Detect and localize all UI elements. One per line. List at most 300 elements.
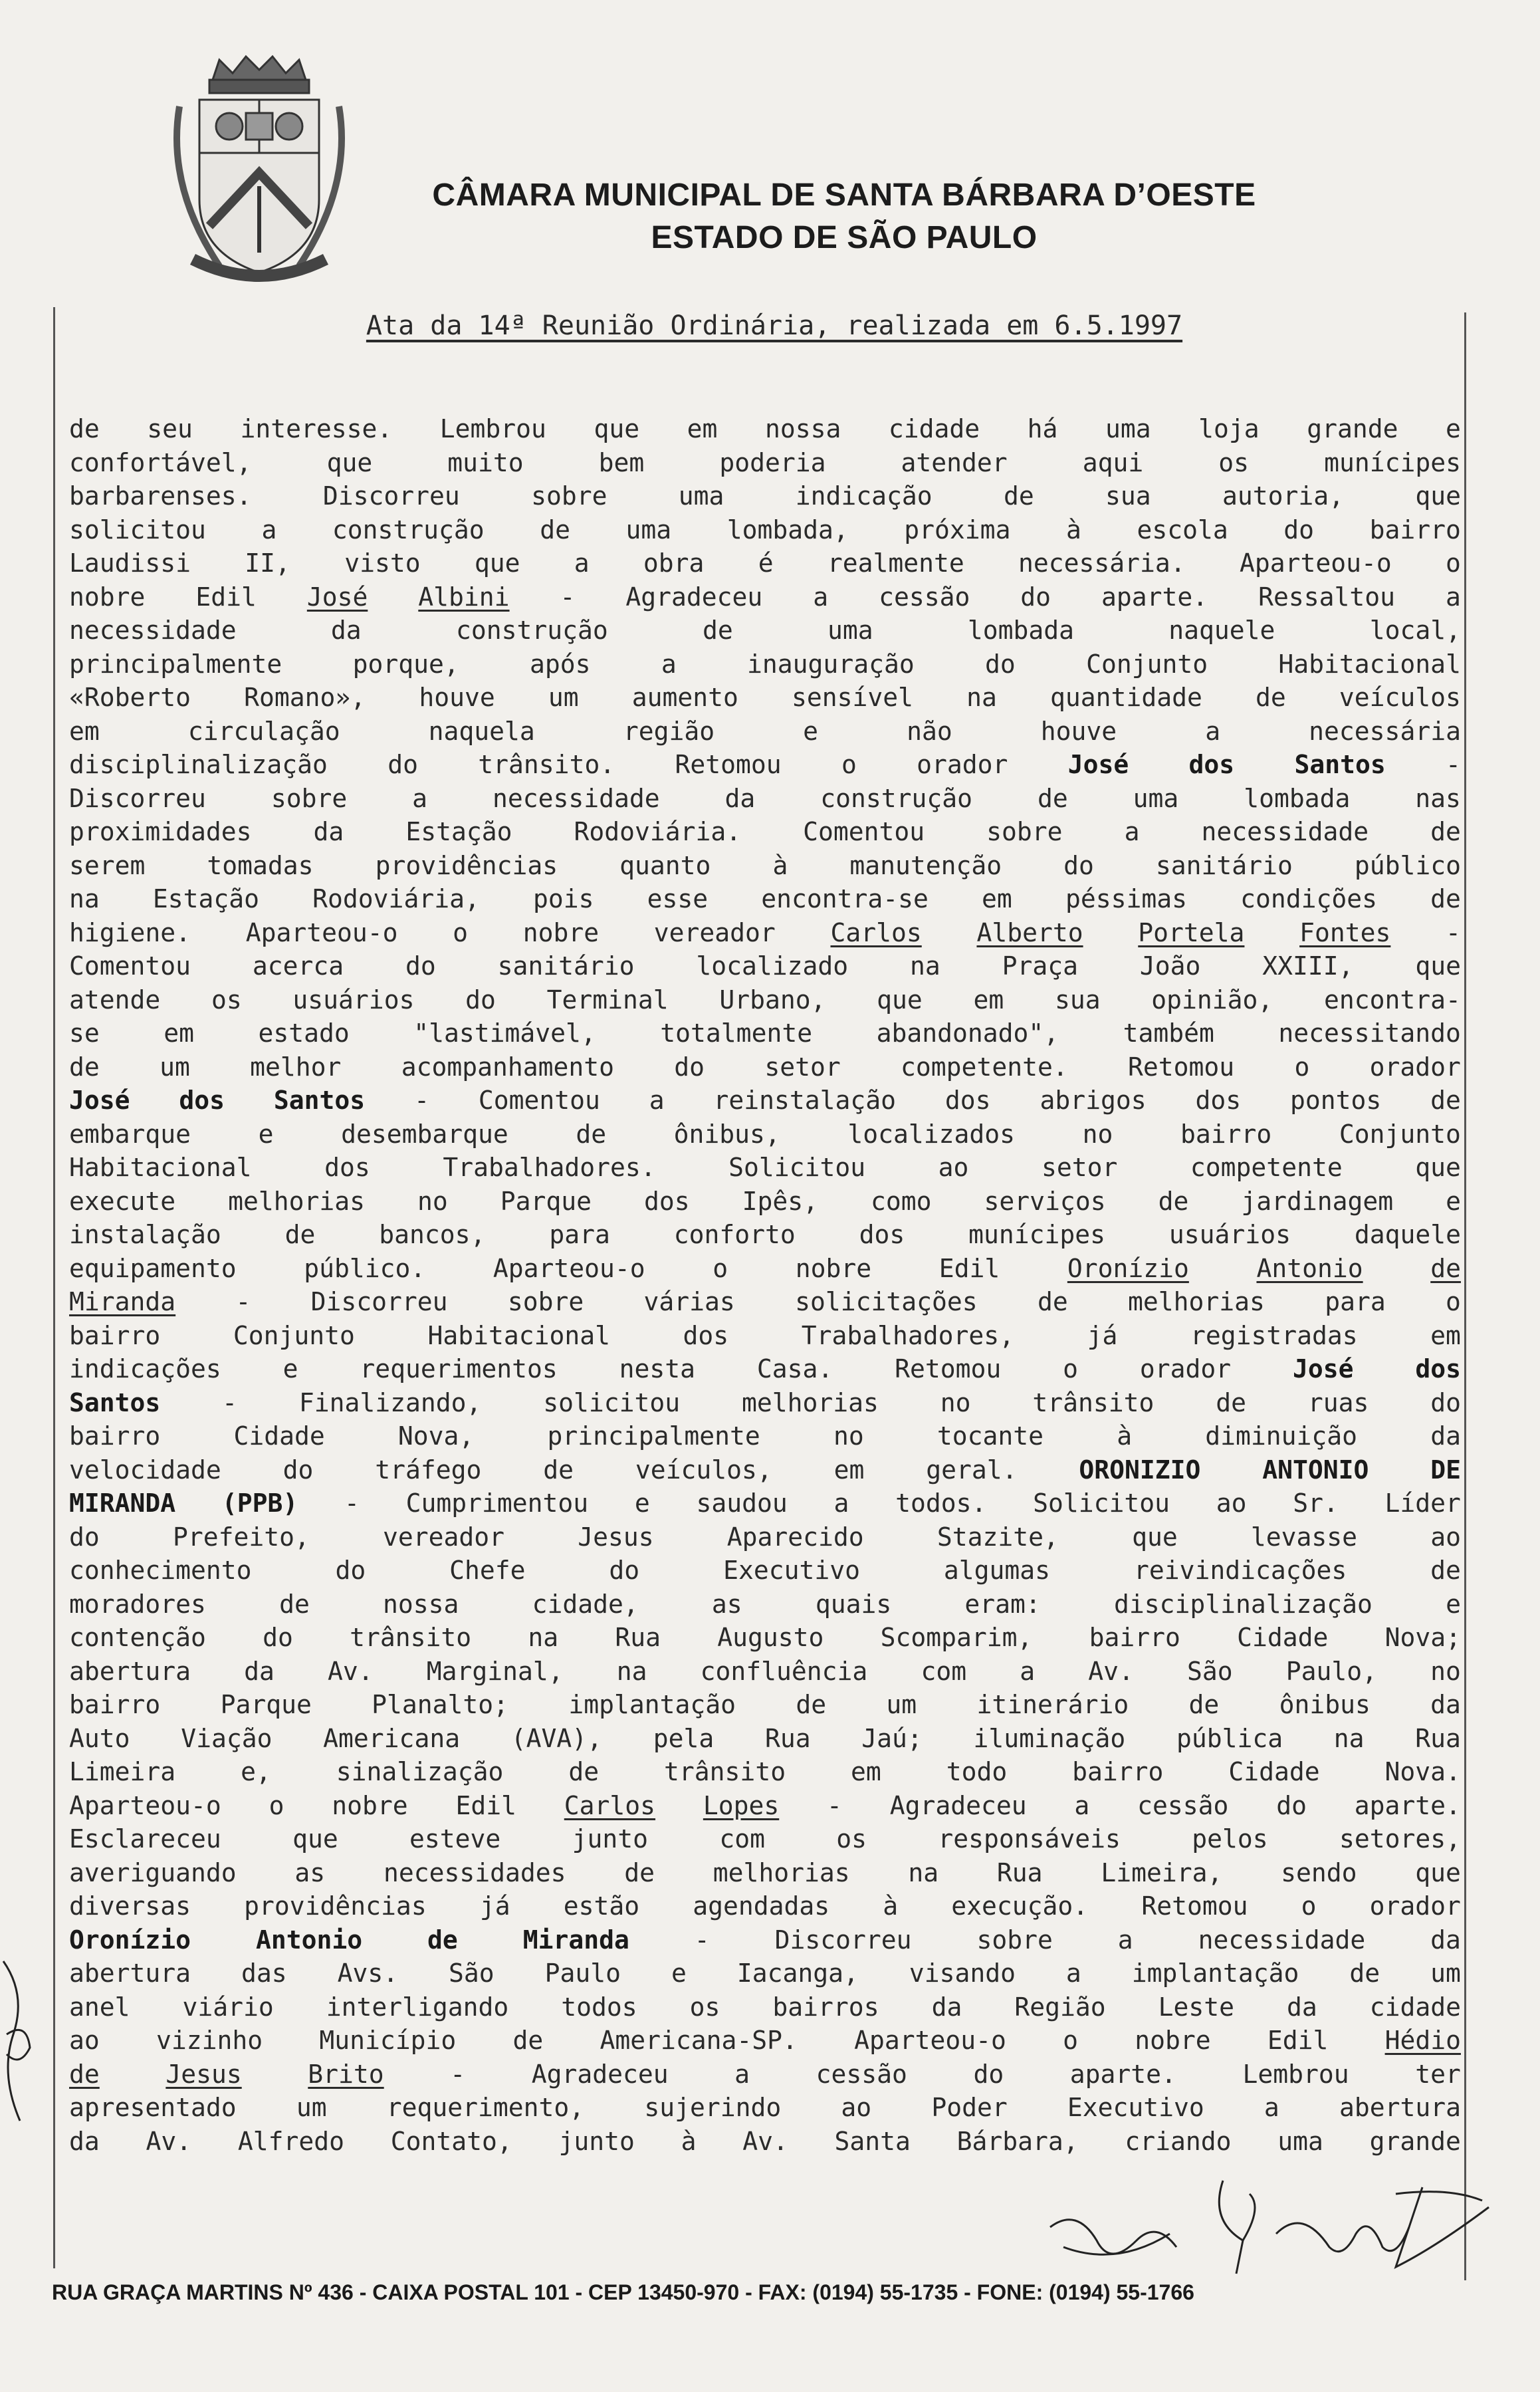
word: dos bbox=[1415, 1354, 1461, 1383]
word: todos. bbox=[895, 1489, 987, 1518]
text-line bbox=[69, 983, 1461, 1017]
word: bancos, bbox=[379, 1220, 486, 1249]
word: bairro bbox=[69, 1690, 161, 1719]
word: Nova; bbox=[1384, 1623, 1461, 1652]
word: Av. bbox=[742, 2126, 788, 2156]
word: Região bbox=[1014, 1992, 1106, 2022]
word: e bbox=[258, 1119, 274, 1149]
word: solicitou bbox=[69, 515, 206, 544]
word: Edil bbox=[455, 1790, 516, 1820]
word: do bbox=[609, 1556, 640, 1585]
text-line bbox=[69, 782, 1461, 816]
word: veículos bbox=[1339, 683, 1461, 712]
word: trânsito bbox=[664, 1757, 786, 1786]
word: no bbox=[1430, 1656, 1461, 1686]
word: Solicitou bbox=[728, 1153, 866, 1182]
word: Auto bbox=[69, 1723, 130, 1753]
word: grande bbox=[1369, 2126, 1461, 2156]
word: no bbox=[833, 1421, 864, 1451]
word: Lembrou bbox=[439, 414, 546, 443]
word: - bbox=[450, 2059, 466, 2089]
word: o bbox=[453, 917, 469, 947]
word: a bbox=[1124, 817, 1140, 846]
word: usuários bbox=[1168, 1220, 1291, 1249]
word: nas bbox=[1415, 783, 1461, 813]
word: uma bbox=[678, 481, 724, 511]
word: um bbox=[886, 1690, 917, 1719]
word: Edil bbox=[938, 1253, 1000, 1283]
word: Av. bbox=[146, 2126, 192, 2156]
word: tocante bbox=[936, 1421, 1044, 1451]
word: vizinho bbox=[156, 2026, 263, 2055]
word: Comentou bbox=[69, 951, 191, 981]
word: trânsito bbox=[1032, 1387, 1155, 1417]
word: execute bbox=[69, 1186, 176, 1216]
word: visando bbox=[909, 1959, 1016, 1988]
word: houve bbox=[1040, 716, 1117, 746]
word: Scomparim, bbox=[880, 1623, 1033, 1652]
word: acompanhamento bbox=[401, 1052, 614, 1082]
word: a bbox=[813, 582, 829, 612]
word: Viação bbox=[181, 1723, 273, 1753]
word: aparte. bbox=[1069, 2059, 1176, 2089]
word: de bbox=[1003, 481, 1034, 511]
word: de bbox=[1430, 817, 1461, 846]
word: sobre bbox=[507, 1287, 584, 1316]
word: um bbox=[160, 1052, 190, 1082]
word: pelos bbox=[1192, 1824, 1268, 1854]
word: se bbox=[69, 1018, 100, 1048]
word: ter bbox=[1415, 2059, 1461, 2089]
word: quais bbox=[815, 1589, 892, 1619]
word: Portela bbox=[1138, 917, 1245, 947]
word: principalmente bbox=[69, 649, 282, 679]
text-line bbox=[69, 1889, 1461, 1923]
word: construção bbox=[455, 616, 608, 645]
word: trânsito bbox=[350, 1623, 472, 1652]
word: «Roberto bbox=[69, 683, 191, 712]
text-line bbox=[69, 748, 1461, 782]
word: Aparteou-o bbox=[69, 1790, 221, 1820]
word: a bbox=[1264, 2093, 1279, 2122]
word: Estação bbox=[152, 884, 260, 913]
text-line bbox=[69, 916, 1461, 950]
word: de bbox=[1037, 783, 1068, 813]
word: atender bbox=[901, 447, 1008, 477]
text-line bbox=[69, 1588, 1461, 1621]
word: o bbox=[841, 750, 857, 779]
word: confluência bbox=[700, 1656, 868, 1686]
word: de bbox=[1255, 683, 1286, 712]
text-line bbox=[69, 546, 1461, 580]
word: Ipês, bbox=[742, 1186, 819, 1216]
word: Sr. bbox=[1293, 1489, 1339, 1518]
word: bairro bbox=[1089, 1623, 1180, 1652]
word: Oronízio bbox=[69, 1925, 191, 1955]
word: e bbox=[1446, 1186, 1461, 1216]
word: uma bbox=[827, 616, 873, 645]
word: daquele bbox=[1354, 1220, 1461, 1249]
word: proximidades bbox=[69, 817, 252, 846]
word: uma bbox=[1277, 2126, 1323, 2156]
word: e, bbox=[241, 1757, 271, 1786]
word: a bbox=[412, 783, 428, 813]
word: de bbox=[1430, 1253, 1461, 1283]
word: ônibus, bbox=[673, 1119, 780, 1149]
word: cessão bbox=[1137, 1790, 1229, 1820]
word: viário bbox=[182, 1992, 274, 2022]
word: região bbox=[623, 716, 715, 746]
word: sobre bbox=[986, 817, 1063, 846]
word: a bbox=[1020, 1656, 1036, 1686]
text-line bbox=[69, 513, 1461, 547]
word: diversas bbox=[69, 1891, 191, 1921]
word: porque, bbox=[352, 649, 459, 679]
text-line bbox=[69, 715, 1461, 749]
word: Conjunto bbox=[1086, 649, 1208, 679]
municipal-coat-of-arms-icon bbox=[153, 53, 366, 293]
word: bairro bbox=[1180, 1119, 1272, 1149]
word: o bbox=[1063, 1354, 1078, 1383]
word: bairro bbox=[1369, 515, 1461, 544]
word: cessão bbox=[816, 2059, 907, 2089]
word: Rodoviária. bbox=[574, 817, 742, 846]
word: a bbox=[661, 649, 677, 679]
text-line bbox=[69, 1655, 1461, 1689]
text-line bbox=[69, 1923, 1461, 1957]
word: DE bbox=[1430, 1455, 1461, 1485]
text-line bbox=[69, 2024, 1461, 2058]
word: público bbox=[1354, 850, 1461, 880]
word: setores, bbox=[1339, 1824, 1461, 1854]
word: São bbox=[1186, 1656, 1233, 1686]
word: Planalto; bbox=[372, 1690, 509, 1719]
word: "lastimável, bbox=[413, 1018, 596, 1048]
text-line bbox=[69, 1084, 1461, 1118]
word: do bbox=[465, 985, 496, 1015]
word: a bbox=[1445, 582, 1461, 612]
word: José bbox=[69, 1086, 130, 1115]
word: em bbox=[1430, 1320, 1461, 1350]
word: de bbox=[427, 1925, 458, 1955]
word: Jesus bbox=[165, 2059, 242, 2089]
word: em bbox=[833, 1455, 865, 1485]
word: melhor bbox=[250, 1052, 342, 1082]
word: veículos, bbox=[635, 1455, 772, 1485]
word: Aparteou-o bbox=[493, 1253, 645, 1283]
word: em bbox=[851, 1757, 881, 1786]
text-line bbox=[69, 2058, 1461, 2092]
word: Paulo, bbox=[1285, 1656, 1377, 1686]
word: MIRANDA bbox=[69, 1489, 176, 1518]
word: dos bbox=[324, 1153, 370, 1182]
word: Oronízio bbox=[1067, 1253, 1189, 1283]
word: velocidade bbox=[69, 1455, 221, 1485]
word: encontra-se bbox=[761, 884, 929, 913]
word: Av. bbox=[328, 1656, 374, 1686]
word: Município bbox=[319, 2026, 457, 2055]
word: Retomou bbox=[1141, 1891, 1248, 1921]
word: que bbox=[1415, 1857, 1461, 1887]
word: sobre bbox=[531, 481, 607, 511]
text-line bbox=[69, 1050, 1461, 1084]
word: os bbox=[211, 985, 242, 1015]
word: Parque bbox=[220, 1690, 312, 1719]
word: do bbox=[1430, 1387, 1461, 1417]
word: estado bbox=[258, 1018, 350, 1048]
word: necessária bbox=[1309, 716, 1461, 746]
word: Santos bbox=[273, 1086, 366, 1115]
word: José bbox=[1067, 750, 1129, 779]
word: Jaú; bbox=[861, 1723, 923, 1753]
word: a bbox=[261, 515, 277, 544]
word: de bbox=[702, 616, 733, 645]
word: principalmente bbox=[547, 1421, 760, 1451]
word: serem bbox=[69, 850, 146, 880]
word: conforto bbox=[673, 1220, 796, 1249]
word: necessidade bbox=[1198, 1925, 1366, 1955]
word: junto bbox=[558, 2126, 635, 2156]
word: do bbox=[335, 1556, 366, 1585]
word: equipamento bbox=[69, 1253, 237, 1283]
word: as bbox=[294, 1857, 326, 1887]
word: sua bbox=[1054, 985, 1101, 1015]
word: o bbox=[269, 1790, 284, 1820]
word: naquele bbox=[1168, 616, 1275, 645]
text-line bbox=[69, 815, 1461, 849]
word: desembarque bbox=[341, 1119, 508, 1149]
word: disciplinalização bbox=[1113, 1589, 1373, 1619]
word: não bbox=[907, 716, 952, 746]
word: Ressaltou bbox=[1258, 582, 1396, 612]
text-line bbox=[69, 648, 1461, 681]
text-line bbox=[69, 1151, 1461, 1185]
word: itinerário bbox=[976, 1690, 1129, 1719]
word: de bbox=[540, 515, 570, 544]
word: de bbox=[512, 2026, 544, 2055]
word: lombada bbox=[967, 616, 1075, 645]
word: Chefe bbox=[449, 1556, 526, 1585]
word: há bbox=[1027, 414, 1058, 443]
word: a bbox=[1117, 1925, 1133, 1955]
word: péssimas bbox=[1065, 884, 1187, 913]
word: o bbox=[1294, 1052, 1310, 1082]
word: Iacanga, bbox=[736, 1959, 859, 1988]
word: de bbox=[624, 1857, 655, 1887]
word: ao bbox=[1430, 1522, 1461, 1552]
word: que bbox=[594, 414, 640, 443]
word: de bbox=[1216, 1387, 1246, 1417]
word: quantidade bbox=[1050, 683, 1202, 712]
word: necessidade bbox=[1201, 817, 1369, 846]
word: da bbox=[931, 1992, 962, 2022]
word: de bbox=[284, 1220, 316, 1249]
word: requerimento, bbox=[386, 2093, 585, 2122]
word: em bbox=[164, 1018, 195, 1048]
word: de bbox=[69, 414, 100, 443]
word: a bbox=[649, 1086, 665, 1115]
letterhead-line-1: CÂMARA MUNICIPAL DE SANTA BÁRBARA D’OESTE bbox=[432, 178, 1256, 213]
word: dos bbox=[179, 1086, 225, 1115]
word: na bbox=[1333, 1723, 1365, 1753]
minutes-body bbox=[69, 412, 1461, 2158]
word: Estação bbox=[405, 817, 512, 846]
word: orador bbox=[1139, 1354, 1232, 1383]
word: sanitário bbox=[1155, 850, 1293, 880]
word: Marginal, bbox=[426, 1656, 564, 1686]
word: cidade bbox=[888, 414, 980, 443]
word: à bbox=[1066, 515, 1081, 544]
word: o bbox=[1301, 1891, 1317, 1921]
word: Lembrou bbox=[1242, 2059, 1349, 2089]
word: nobre bbox=[795, 1253, 872, 1283]
text-line bbox=[69, 1419, 1461, 1453]
word: esteve bbox=[409, 1824, 501, 1854]
word: para bbox=[549, 1220, 610, 1249]
word: orador bbox=[1369, 1052, 1461, 1082]
word: bairro bbox=[69, 1320, 161, 1350]
word: nossa bbox=[764, 414, 841, 443]
word: Romano», bbox=[244, 683, 366, 712]
word: na bbox=[909, 951, 940, 981]
word: implantação bbox=[568, 1690, 736, 1719]
word: Edil bbox=[1267, 2026, 1329, 2055]
word: Habitacional bbox=[427, 1320, 610, 1350]
word: do bbox=[1020, 582, 1051, 612]
word: um bbox=[548, 683, 579, 712]
word: Finalizando, bbox=[298, 1387, 482, 1417]
word: opinião, bbox=[1151, 985, 1273, 1015]
word: ANTONIO bbox=[1262, 1455, 1369, 1485]
word: ORONIZIO bbox=[1079, 1455, 1201, 1485]
word: competente. bbox=[901, 1052, 1068, 1082]
word: da bbox=[1286, 1992, 1317, 2022]
word: cidade bbox=[1369, 1992, 1461, 2022]
word: uma bbox=[1133, 783, 1179, 813]
word: dos bbox=[683, 1320, 729, 1350]
word: que bbox=[1415, 481, 1461, 511]
word: totalmente bbox=[660, 1018, 813, 1048]
word: Antonio bbox=[255, 1925, 363, 1955]
letterhead-line-2: ESTADO DE SÃO PAULO bbox=[651, 220, 1038, 255]
word: usuários bbox=[292, 985, 415, 1015]
text-line bbox=[69, 1554, 1461, 1588]
word: poderia bbox=[719, 447, 826, 477]
word: lombada bbox=[1244, 783, 1351, 813]
word: a bbox=[1065, 1959, 1081, 1988]
text-line bbox=[69, 1789, 1461, 1823]
word: Aparteou-o bbox=[245, 917, 398, 947]
word: todo bbox=[946, 1757, 1008, 1786]
word: seu bbox=[147, 414, 193, 443]
text-line bbox=[69, 1688, 1461, 1722]
word: Edil bbox=[195, 582, 257, 612]
text-line bbox=[69, 479, 1461, 513]
word: Carlos bbox=[830, 917, 922, 947]
word: ônibus bbox=[1279, 1690, 1371, 1719]
margin-initials-icon bbox=[0, 1955, 40, 2127]
word: Aparecido bbox=[726, 1522, 864, 1552]
word: a bbox=[734, 2059, 750, 2089]
word: na bbox=[908, 1857, 939, 1887]
word: junto bbox=[572, 1824, 649, 1854]
word: que bbox=[474, 548, 520, 578]
word: ao bbox=[841, 2093, 872, 2122]
word: Líder bbox=[1384, 1489, 1461, 1518]
word: providências bbox=[375, 850, 558, 880]
word: Retomou bbox=[675, 750, 782, 779]
word: uma bbox=[625, 515, 672, 544]
word: - bbox=[1446, 750, 1461, 779]
word: saudou bbox=[696, 1489, 788, 1518]
word: as bbox=[711, 1589, 742, 1619]
word: de bbox=[1430, 884, 1461, 913]
word: circulação bbox=[187, 716, 340, 746]
word: Agradeceu bbox=[889, 1790, 1027, 1820]
word: de bbox=[796, 1690, 827, 1719]
word: Jesus bbox=[578, 1522, 654, 1552]
word: bairros bbox=[772, 1992, 879, 2022]
text-line bbox=[69, 681, 1461, 715]
word: dos bbox=[1195, 1086, 1242, 1115]
word: e bbox=[634, 1489, 650, 1518]
word: sanitário bbox=[497, 951, 635, 981]
word: Santos bbox=[1294, 750, 1386, 779]
word: munícipes bbox=[1324, 447, 1461, 477]
word: encontra- bbox=[1323, 985, 1461, 1015]
word: Brito bbox=[308, 2059, 384, 2089]
text-line bbox=[69, 1352, 1461, 1386]
word: XXIII, bbox=[1262, 951, 1354, 981]
text-line bbox=[69, 849, 1461, 883]
word: Americana-SP. bbox=[600, 2026, 798, 2055]
minutes-title: Ata da 14ª Reunião Ordinária, realizada em 6.5.1997 bbox=[366, 310, 1183, 341]
word: da bbox=[1430, 1421, 1461, 1451]
word: Avs. bbox=[337, 1959, 399, 1988]
word: das bbox=[241, 1959, 287, 1988]
word: Albini bbox=[418, 582, 510, 612]
word: estão bbox=[563, 1891, 640, 1921]
word: necessidade bbox=[69, 616, 237, 645]
word: dos bbox=[859, 1220, 905, 1249]
word: Trabalhadores, bbox=[801, 1320, 1015, 1350]
word: - bbox=[694, 1925, 710, 1955]
word: Trabalhadores. bbox=[443, 1153, 656, 1182]
word: anel bbox=[69, 1992, 130, 2022]
word: Av. bbox=[1088, 1656, 1134, 1686]
word: ao bbox=[938, 1153, 969, 1182]
word: e bbox=[1446, 414, 1461, 443]
word: como bbox=[871, 1186, 932, 1216]
word: pontos bbox=[1289, 1086, 1382, 1115]
text-line bbox=[69, 1185, 1461, 1219]
word: de bbox=[1188, 1690, 1220, 1719]
word: apresentado bbox=[69, 2093, 237, 2122]
word: João bbox=[1139, 951, 1201, 981]
word: (AVA), bbox=[510, 1723, 603, 1753]
word: em bbox=[69, 716, 100, 746]
word: nobre bbox=[69, 582, 146, 612]
word: abandonado", bbox=[876, 1018, 1059, 1048]
word: com bbox=[719, 1824, 765, 1854]
text-line bbox=[69, 1386, 1461, 1420]
word: aumento bbox=[631, 683, 738, 712]
word: loja bbox=[1198, 414, 1260, 443]
word: na bbox=[69, 884, 100, 913]
word: para bbox=[1325, 1287, 1386, 1316]
word: Rua bbox=[615, 1623, 661, 1652]
word: da bbox=[244, 1656, 275, 1686]
